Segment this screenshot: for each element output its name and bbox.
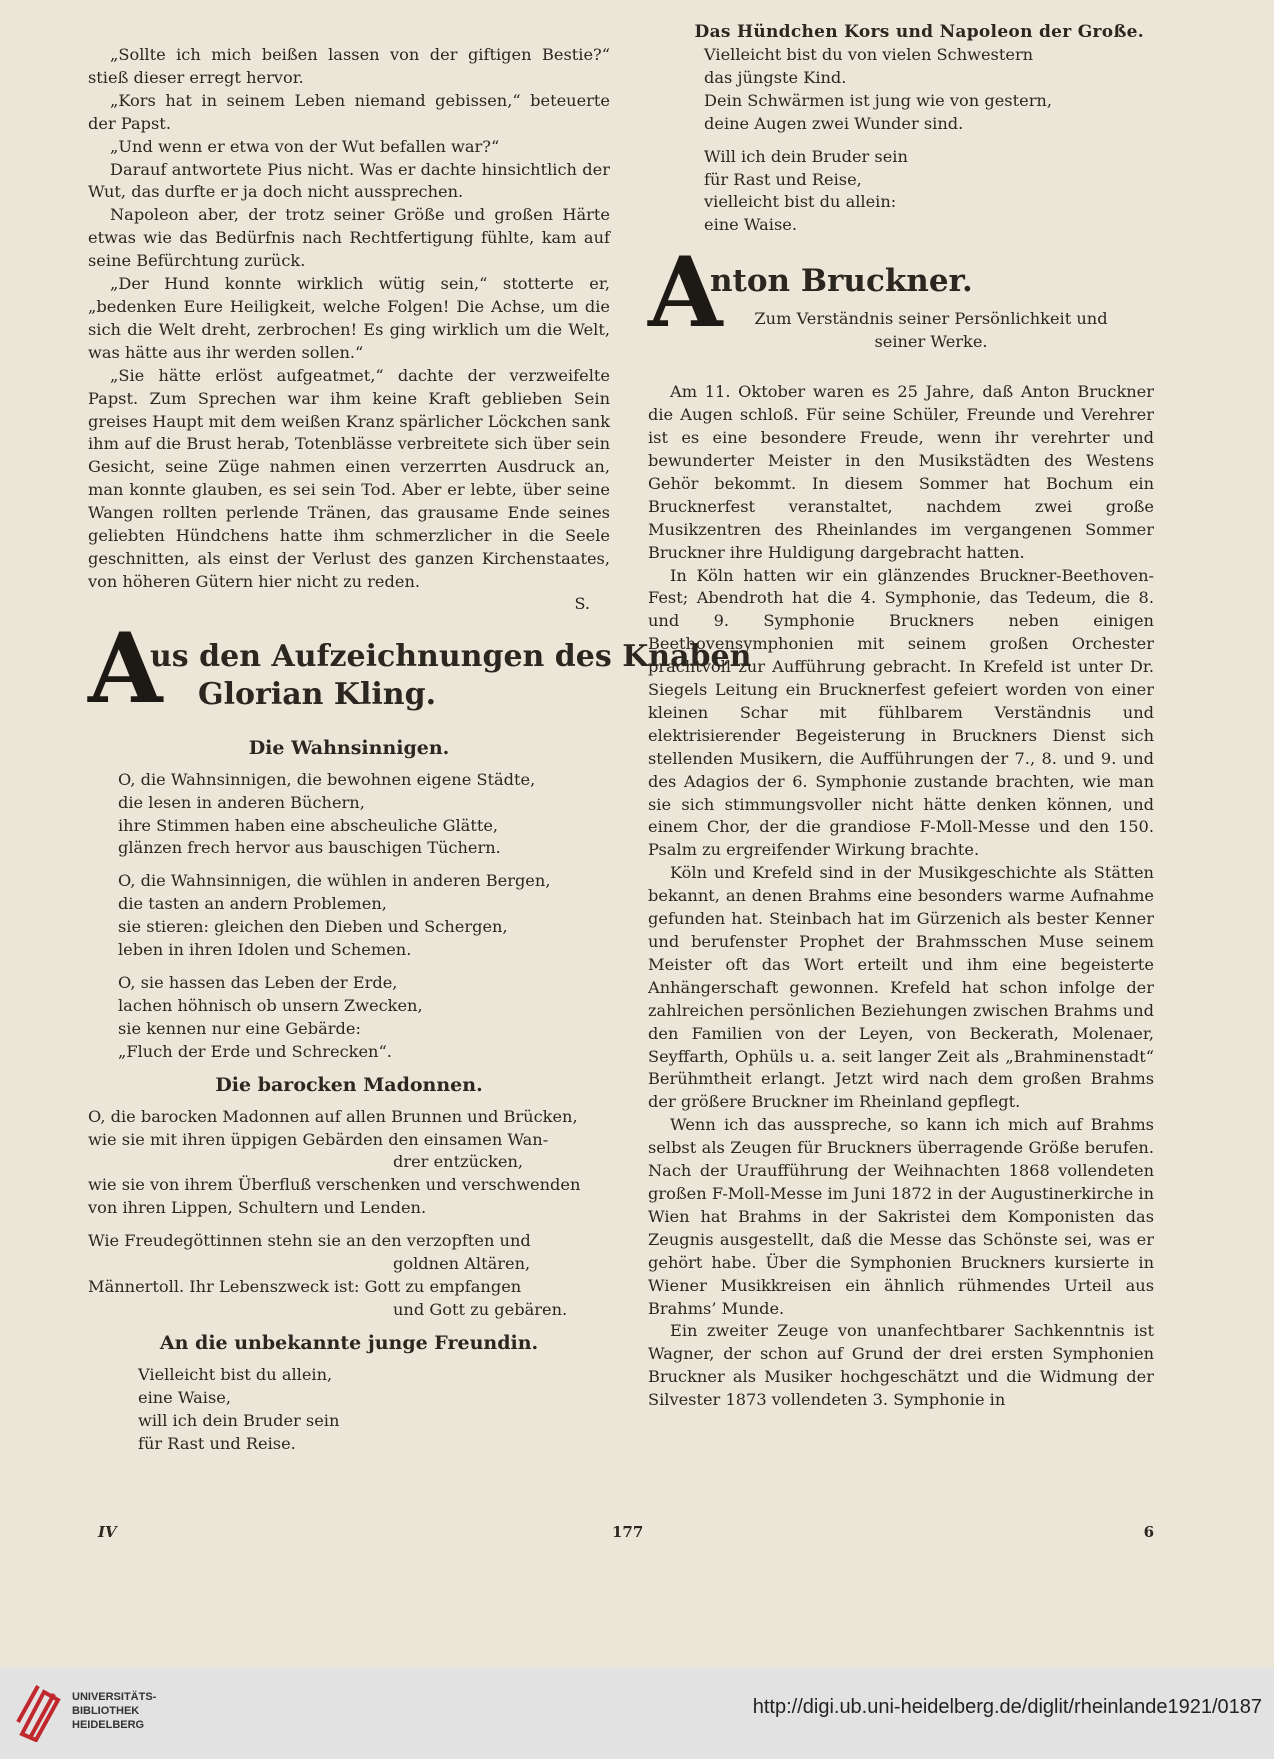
verse-line: O, die barocken Madonnen auf allen Brunnen und Brücken, — [88, 1106, 578, 1126]
stanza — [88, 1230, 610, 1322]
verse-line: die tasten an andern Problemen, — [118, 894, 387, 914]
poem-heading: Die barocken Madonnen. — [215, 1073, 483, 1096]
verse-line: Wie Freudegöttinnen stehn sie an den verzopften und — [88, 1231, 531, 1251]
sheet-number: 6 — [1143, 1523, 1154, 1541]
poem-heading: An die unbekannte junge Freundin. — [159, 1331, 539, 1354]
verse-line: goldnen Altären, — [393, 1254, 531, 1274]
verse-line: für Rast und Reise, — [704, 169, 862, 189]
poem-wahnsinnigen — [88, 769, 610, 1064]
verse-line: sie kennen nur eine Gebärde: — [118, 1018, 361, 1038]
poem-heading: Die Wahnsinnigen. — [248, 736, 450, 759]
verse-line: die lesen in anderen Büchern, — [118, 792, 365, 812]
verse-line: von ihren Lippen, Schultern und Lenden. — [88, 1198, 427, 1218]
verse-line: eine Waise. — [704, 215, 797, 235]
verse-line: Vielleicht bist du von vielen Schwestern — [704, 45, 1034, 64]
verse-line: Will ich dein Bruder sein — [704, 146, 908, 166]
paragraph: Napoleon aber, der trotz seiner Größe und großen Härte etwas wie das Bedürfnis nach Rechtfertigung fühlte, kam auf seine Befürchtung zurück. — [88, 205, 610, 271]
verse-line: O, sie hassen das Leben der Erde, — [118, 973, 398, 992]
title-line-2: Glorian Kling. — [198, 676, 437, 712]
stanza — [118, 870, 610, 962]
library-name-line: HEIDELBERG — [72, 1719, 145, 1731]
library-name-line: BIBLIOTHEK — [72, 1705, 140, 1717]
running-title: Das Hündchen Kors und Napoleon der Große. — [694, 22, 1144, 42]
paragraph: Darauf antwortete Pius nicht. Was er dachte hinsichtlich der Wut, das durfte er ja doch nicht aussprechen. — [88, 159, 610, 202]
verse-line: und Gott zu gebären. — [393, 1299, 568, 1319]
verse-line: Männertoll. Ihr Lebenszweck ist: Gott zu empfangen — [88, 1276, 522, 1296]
right-column — [648, 44, 1154, 1412]
verse-line: für Rast und Reise. — [138, 1433, 296, 1453]
poem-madonnen — [88, 1106, 610, 1322]
library-logo-icon[interactable] — [14, 1682, 66, 1742]
verse-line: drer entzücken, — [393, 1152, 524, 1172]
bruckner-article-body — [648, 381, 1154, 1412]
verse-line: leben in ihren Idolen und Schemen. — [118, 940, 412, 960]
verse-line: glänzen frech hervor aus bauschigen Tüchern. — [118, 838, 501, 858]
verse-line: wie sie mit ihren üppigen Gebärden den einsamen Wan- — [88, 1129, 549, 1149]
verse-line: ihre Stimmen haben eine abscheuliche Glätte, — [118, 815, 499, 835]
stanza — [88, 1106, 610, 1221]
subtitle-line: Zum Verständnis seiner Persönlichkeit und — [754, 309, 1108, 329]
paragraph: „Sie hätte erlöst aufgeatmet,“ dachte der verzweifelte Papst. Zum Sprechen war ihm keine Kraft geblieben Sein greises Haupt mit dem weißen Kranz spärlicher Löckchen sank ihm auf die Brust herab, Totenblässe verbreitete sich über sein Gesicht, seine Züge nahmen einen verzerrten Ausdruck an, man konnte glauben, es sei sein Tod. Aber er lebte, über seine Wangen rollten perlende Tränen, das grausame Ende seines geliebten Hündchens hatte ihm schmerzlicher in die Seele geschnitten, als einst der Verlust des ganzen Kirchenstaates, von höheren Gütern hier nicht zu reden. — [88, 365, 610, 591]
article-title-bruckner — [648, 236, 1154, 373]
paragraph: Köln und Krefeld sind in der Musikgeschichte als Stätten bekannt, an denen Brahms eine besonders warme Aufnahme gefunden hat. Steinbach hat im Gürzenich als bester Kenner und berufenster Prophet der Brahmsschen Muse seinem Meister oft das Wort erteilt und ihm eine begeisterte Anhängerschaft gewonnen. Krefeld hat schon infolge der zahlreichen persönlichen Beziehungen zwischen Brahms und den Familien von der Leyen, von Beckerath, Molenaer, Seyffarth, Ophüls u. a. seit langer Zeit als „Brahminenstadt“ Berühmtheit erlangt. Jetzt wird nach dem großen Brahms der größere Bruckner im Rheinland gepflegt. — [648, 863, 1154, 1112]
verse-line: Vielleicht bist du allein, — [138, 1364, 333, 1384]
verse-line: Dein Schwärmen ist jung wie von gestern, — [704, 90, 1053, 110]
article-title-kling — [88, 611, 752, 725]
paragraph: „Der Hund konnte wirklich wütig sein,“ stotterte er, „bedenken Eure Heiligkeit, welche Folgen! Die Achse, um die sich die Welt dreht, zerbrochen! Es ging wirklich um die Welt, was hätte aus ihr werden sollen.“ — [88, 274, 610, 362]
title: nton Bruckner. — [710, 263, 973, 300]
left-column — [88, 44, 752, 1465]
drop-cap: A — [648, 236, 723, 350]
verse-line: sie stieren: gleichen den Dieben und Schergen, — [118, 917, 508, 937]
title-line-1: us den Aufzeichnungen des Knaben — [150, 638, 752, 674]
stanza — [118, 769, 610, 861]
digitization-bar — [0, 1668, 1274, 1759]
library-name — [72, 1690, 156, 1732]
paragraph: Wenn ich das ausspreche, so kann ich mich auf Brahms selbst als Zeugen für Bruckners überragende Größe berufen. Nach der Uraufführung der Weihnachten 1868 vollendeten großen F-Moll-Messe im Juni 1872 in der Augustinerkirche in Wien hat Brahms in der Sakristei dem Komponisten das Zeugnis ausgestellt, daß die Messe das Schönste sei, was er gehört habe. Über die Symphonien Bruckners kursierte in Wiener Musikkreisen ein ähnlich rühmendes Urteil aus Brahms’ Munde. — [648, 1115, 1154, 1318]
drop-cap: A — [88, 611, 163, 725]
story-ending — [88, 44, 610, 613]
paragraph: „Kors hat in seinem Leben niemand gebissen,“ beteuerte der Papst. — [88, 90, 610, 133]
subtitle-line: seiner Werke. — [874, 332, 988, 352]
verse-line: das jüngste Kind. — [704, 67, 847, 87]
signature-line — [88, 594, 610, 613]
verse-line: eine Waise, — [138, 1387, 231, 1407]
stanza — [648, 146, 1154, 238]
verse-line: deine Augen zwei Wunder sind. — [704, 113, 964, 133]
paragraph: „Und wenn er etwa von der Wut befallen war?“ — [110, 136, 500, 156]
verse-line: O, die Wahnsinnigen, die wühlen in anderen Bergen, — [118, 871, 551, 891]
verse-line: O, die Wahnsinnigen, die bewohnen eigene Städte, — [118, 769, 536, 789]
paragraph: Ein zweiter Zeuge von unanfechtbarer Sachkenntnis ist Wagner, der schon auf Grund der drei ersten Symphonien Bruckner als Musiker hochgeschätzt und die Widmung der Silvester 1873 vollendeten 3. Symphonie in — [648, 1321, 1154, 1410]
paragraph: In Köln hatten wir ein glänzendes Bruckner-Beethoven-Fest; Abendroth hat die 4. Symphonie, das Tedeum, die 8. und 9. Symphonie Bruckners neben einigen Beethovensymphonien mit seinem großen Orchester prachtvoll zur Aufführung gebracht. In Krefeld ist unter Dr. Siegels Leitung ein Brucknerfest gefeiert worden von einer kleinen Schar mit fühlbarem Verständnis und elektrisierender Begeisterung in Bruckners Dienst sich stellenden Musikern, die Aufführungen der 7., 8. und 9. und des Adagios der 6. Symphonie zustande brachten, wie man sie sich stimmungsvoller nicht hätte denken können, und einem Chor, der die grandiose F-Moll-Messe und den 150. Psalm zu ergreifender Wirkung brachte. — [648, 565, 1154, 860]
signature-mark: IV — [98, 1523, 117, 1541]
verse-line: vielleicht bist du allein: — [704, 192, 897, 212]
permalink[interactable]: http://digi.ub.uni-heidelberg.de/diglit/rheinlande1921/0187 — [752, 1696, 1262, 1718]
library-name-line: UNIVERSITÄTS- — [72, 1691, 157, 1703]
paragraph: „Sollte ich mich beißen lassen von der giftigen Bestie?“ stieß dieser erregt hervor. — [88, 45, 610, 87]
verse-line: wie sie von ihrem Überfluß verschenken und verschwenden — [88, 1175, 581, 1195]
paragraph: Am 11. Oktober waren es 25 Jahre, daß Anton Bruckner die Augen schloß. Für seine Schüler, Freunde und Verehrer ist es eine besondere Freude, wenn ihr verehrter und bewunderter Meister in den Musikstädten des Westens Gehör bekommt. In diesem Sommer hat Bochum ein Brucknerfest veranstaltet, nachdem zwei große Musikzentren des Rheinlandes im vergangenen Sommer Bruckner ihre Huldigung dargebracht hatten. — [648, 382, 1154, 562]
stanza — [118, 972, 610, 1064]
page-number: 177 — [612, 1523, 644, 1541]
poem-freundin — [88, 1364, 610, 1456]
verse-line: „Fluch der Erde und Schrecken“. — [118, 1041, 392, 1061]
stanza — [648, 44, 1154, 136]
signature: S. — [574, 593, 590, 613]
verse-line: lachen höhnisch ob unsern Zwecken, — [118, 995, 423, 1015]
verse-line: will ich dein Bruder sein — [138, 1410, 340, 1430]
subtitle — [708, 307, 1154, 353]
